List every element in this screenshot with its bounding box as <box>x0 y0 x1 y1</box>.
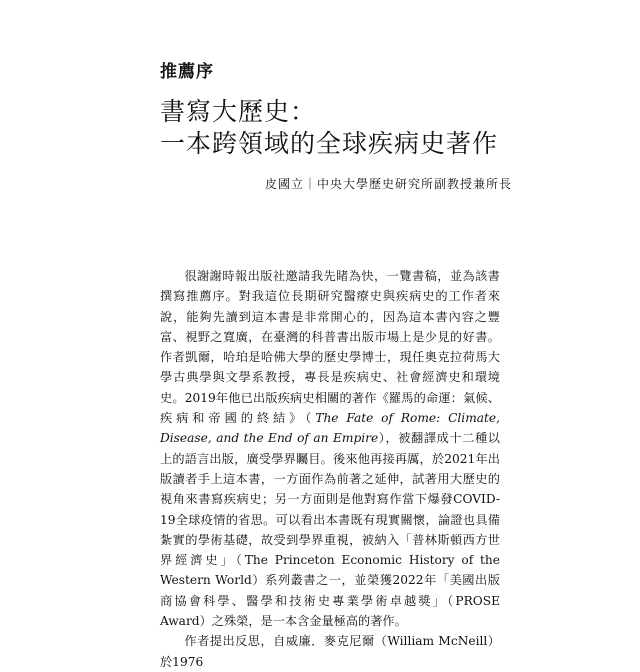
paragraph-1 <box>160 266 500 631</box>
author-line: 皮國立｜中央大學歷史研究所副教授兼所長 <box>264 177 512 191</box>
body-text <box>160 266 500 672</box>
paragraph-2: 作者提出反思，自威廉．麥克尼爾（William McNeill）於1976 <box>160 634 500 669</box>
book-title-italic: The Fate of Rome: Climate, Disease, and the End of an Empire <box>160 411 501 446</box>
title-line-2: 一本跨領域的全球疾病史著作 <box>160 129 499 158</box>
page-title <box>160 96 498 160</box>
section-label: 推薦序 <box>160 62 214 82</box>
title-line-1: 書寫大歷史： <box>160 97 317 126</box>
paragraph-1-part-2: ），被翻譯成十二種以上的語言出版，廣受學界矚目。後來他再接再厲，於2021年出版讀者手上這本書，一方面作為前著之延伸，試著用大歷史的視角來書寫疾病史；另一方面則是他對寫作當下爆發COVID-19全球疫情的省思。可以看出本書既有現實關懷，論證也具備紮實的學術基礎，故受到學界重視，被納入「普林斯頓西方世界經濟史」（The Princeton Economic History of the Western World）系列叢書之一，並榮獲2022年「美國出版商協會科學、醫學和技術史專業學術卓越獎」（PROSE Award）之殊榮，是一本含金量極高的著作。 <box>160 431 500 629</box>
paragraph-1-part-1: 很謝謝時報出版社邀請我先睹為快，一覽書稿，並為該書撰寫推薦序。對我這位長期研究醫療史與疾病史的工作者來說，能夠先讀到這本書是非常開心的，因為這本書內容之豐富、視野之寬廣，在臺灣的科普書出版市場上是少見的好書。作者凱爾，哈珀是哈佛大學的歷史學博士，現任奧克拉荷馬大學古典學與文學系教授，專長是疾病史、社會經濟史和環境史。2019年他已出版疾病史相關的著作《羅馬的命運：氣候、疾病和帝國的終結》（ <box>160 269 500 426</box>
